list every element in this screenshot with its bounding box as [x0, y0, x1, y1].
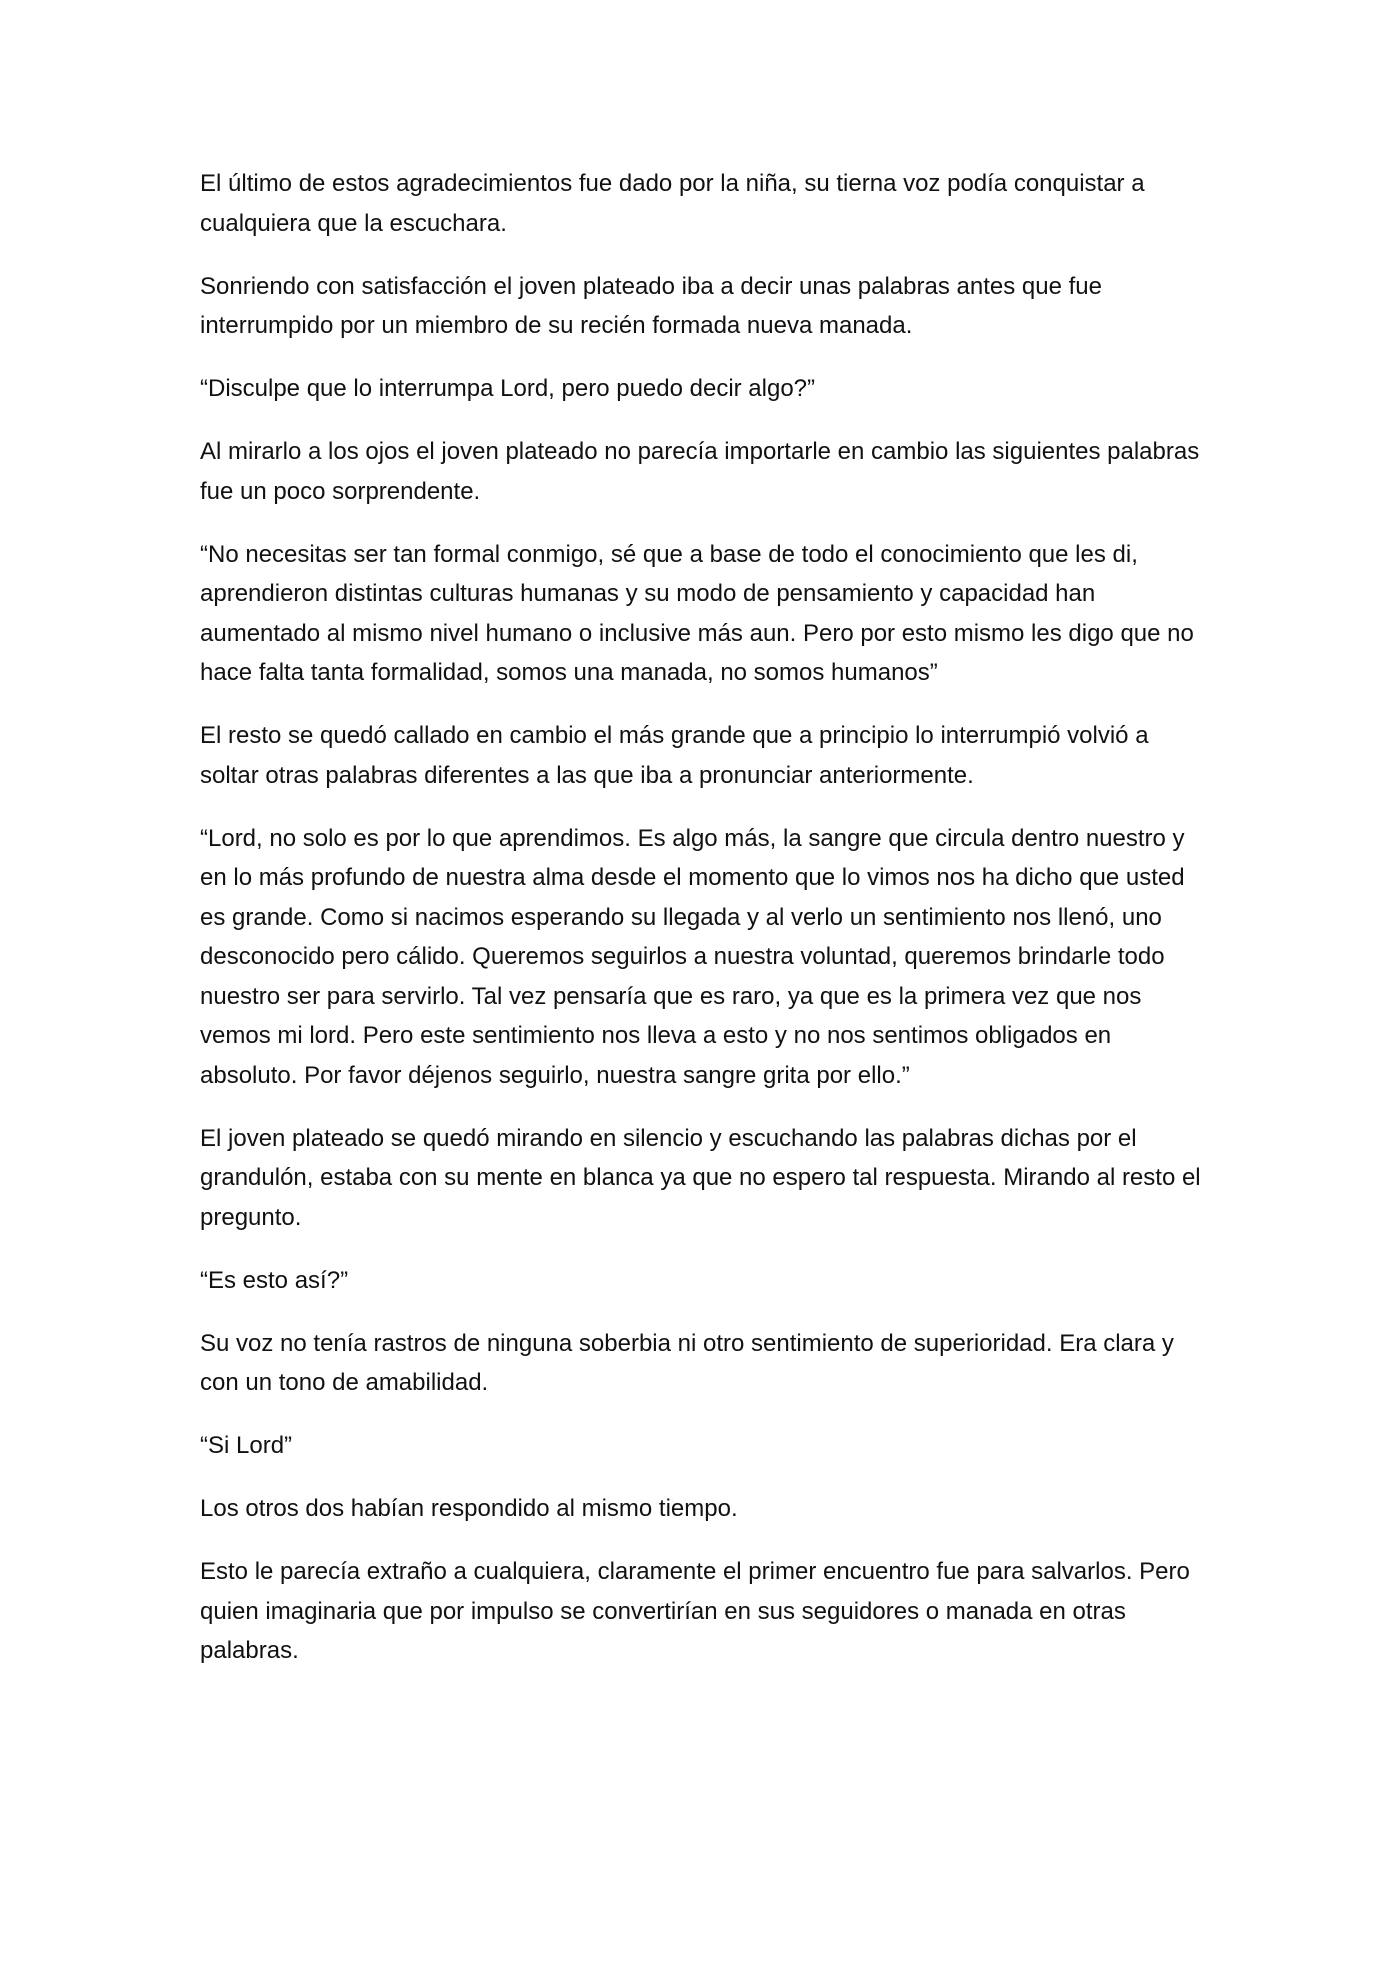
paragraph: “Disculpe que lo interrumpa Lord, pero puedo decir algo?”: [200, 375, 816, 402]
paragraph: “Es esto así?”: [200, 1266, 349, 1294]
paragraph: El joven plateado se quedó mirando en silencio y escuchando las palabras dichas por el grandulón, estaba con su mente en blanca ya que no espero tal respuesta. Mirando al resto el pregunto.: [200, 1124, 1201, 1231]
paragraph: Sonriendo con satisfacción el joven plateado iba a decir unas palabras antes que fue interrumpido por un miembro de su recién formada nueva manada.: [200, 272, 1102, 339]
paragraph: El resto se quedó callado en cambio el más grande que a principio lo interrumpió volvió a soltar otras palabras diferentes a las que iba a pronunciar anteriormente.: [200, 722, 1149, 789]
paragraph: El último de estos agradecimientos fue dado por la niña, su tierna voz podía conquistar a cualquiera que la escuchara.: [200, 170, 1145, 237]
paragraph: Esto le parecía extraño a cualquiera, claramente el primer encuentro fue para salvarlos. Pero quien imaginaria que por impulso se convertirían en sus seguidores o manada en otras palabras.: [200, 1558, 1190, 1664]
paragraph: Al mirarlo a los ojos el joven plateado no parecía importarle en cambio las siguientes palabras fue un poco sorprendente.: [200, 438, 1200, 505]
paragraph: “No necesitas ser tan formal conmigo, sé que a base de todo el conocimiento que les di, aprendieron distintas culturas humanas y su modo de pensamiento y capacidad han aumentado al mismo nivel humano o inclusive más aun. Pero por esto mismo les digo que no hace falta tanta formalidad, somos una manada, no somos humanos”: [200, 540, 1194, 686]
paragraph: Los otros dos habían respondido al mismo tiempo.: [200, 1495, 738, 1522]
paragraph: “Lord, no solo es por lo que aprendimos. Es algo más, la sangre que circula dentro nuestro y en lo más profundo de nuestra alma desde el momento que lo vimos nos ha dicho que usted es grande. Como si nacimos esperando su llegada y al verlo un sentimiento nos llenó, uno desconocido pero cálido. Queremos seguirlos a nuestra voluntad, queremos brindarle todo nuestro ser para servirlo. Tal vez pensaría que es raro, ya que es la primera vez que nos vemos mi lord. Pero este sentimiento nos lleva a esto y no nos sentimos obligados en absoluto. Por favor déjenos seguirlo, nuestra sangre grita por ello.”: [200, 824, 1185, 1089]
paragraph: “Si Lord”: [200, 1432, 293, 1459]
paragraph: Su voz no tenía rastros de ninguna soberbia ni otro sentimiento de superioridad. Era clara y con un tono de amabilidad.: [200, 1329, 1174, 1396]
document-body: [200, 164, 1210, 1694]
